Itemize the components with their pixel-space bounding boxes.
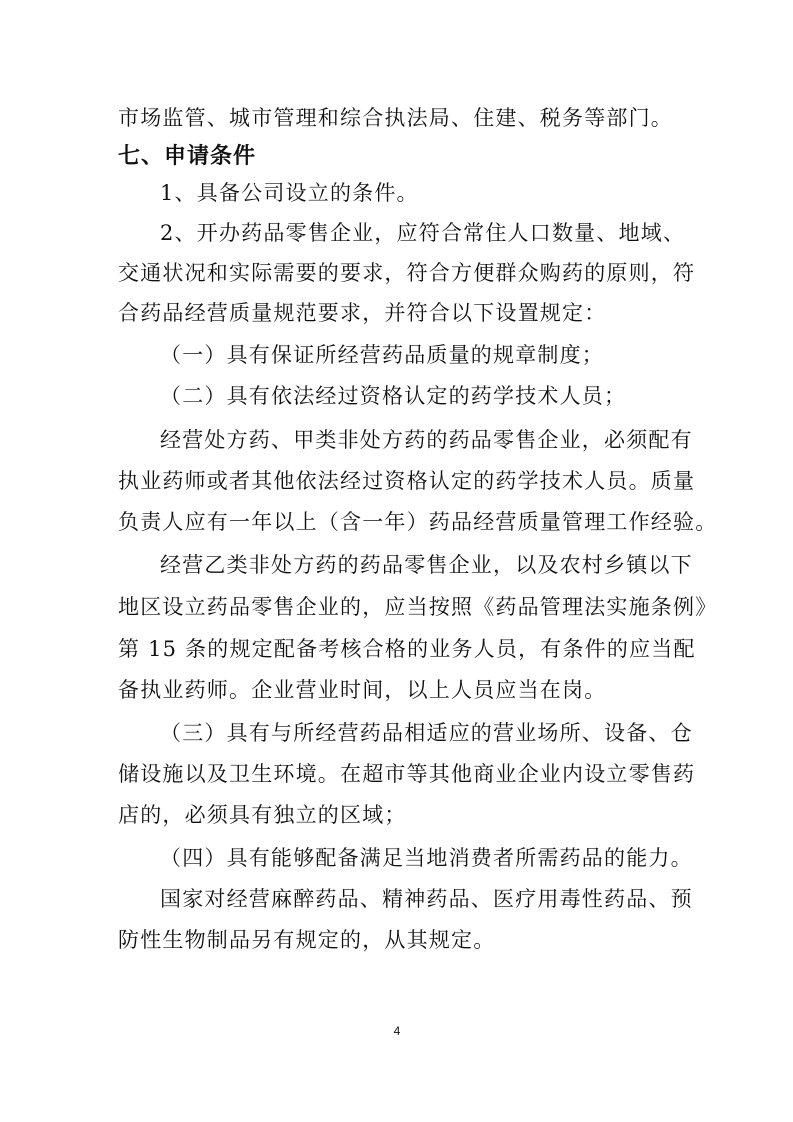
paragraph-line: 市场监管、城市管理和综合执法局、住建、税务等部门。 [118,106,673,130]
paragraph-line: 防性生物制品另有规定的，从其规定。 [118,928,496,952]
paragraph-line: 储设施以及卫生环境。在超市等其他商业企业内设立零售药 [118,762,696,786]
paragraph-line: （四）具有能够配备满足当地消费者所需药品的能力。 [160,846,693,870]
paragraph-line: 第 15 条的规定配备考核合格的业务人员，有条件的应当配 [118,637,696,661]
paragraph-line: 2、开办药品零售企业，应符合常住人口数量、地域、 [160,221,686,245]
paragraph-line: （三）具有与所经营药品相适应的营业场所、设备、仓 [160,721,693,745]
paragraph-line: 备执业药师。企业营业时间，以上人员应当在岗。 [118,678,607,702]
paragraph-line: 交通状况和实际需要的要求，符合方便群众购药的原则，符 [118,261,696,285]
paragraph-line: 经营处方药、甲类非处方药的药品零售企业，必须配有 [160,428,693,452]
paragraph-line: 负责人应有一年以上（含一年）药品经营质量管理工作经验。 [118,510,718,534]
paragraph-line: 地区设立药品零售企业的，应当按照《药品管理法实施条例》 [118,595,718,619]
paragraph-line: 经营乙类非处方药的药品零售企业，以及农村乡镇以下 [160,553,693,577]
paragraph-line: （一）具有保证所经营药品质量的规章制度； [160,343,604,367]
paragraph-line: 合药品经营质量规范要求，并符合以下设置规定： [118,301,607,325]
paragraph-line: 店的，必须具有独立的区域； [118,803,407,827]
paragraph-line: 执业药师或者其他依法经过资格认定的药学技术人员。质量 [118,469,696,493]
paragraph-line: （二）具有依法经过资格认定的药学技术人员； [160,384,627,408]
paragraph-line: 1、具备公司设立的条件。 [160,181,419,205]
paragraph-line: 国家对经营麻醉药品、精神药品、医疗用毒性药品、预 [160,887,693,911]
page-number: 4 [393,1024,401,1038]
section-heading: 七、申请条件 [118,144,257,169]
